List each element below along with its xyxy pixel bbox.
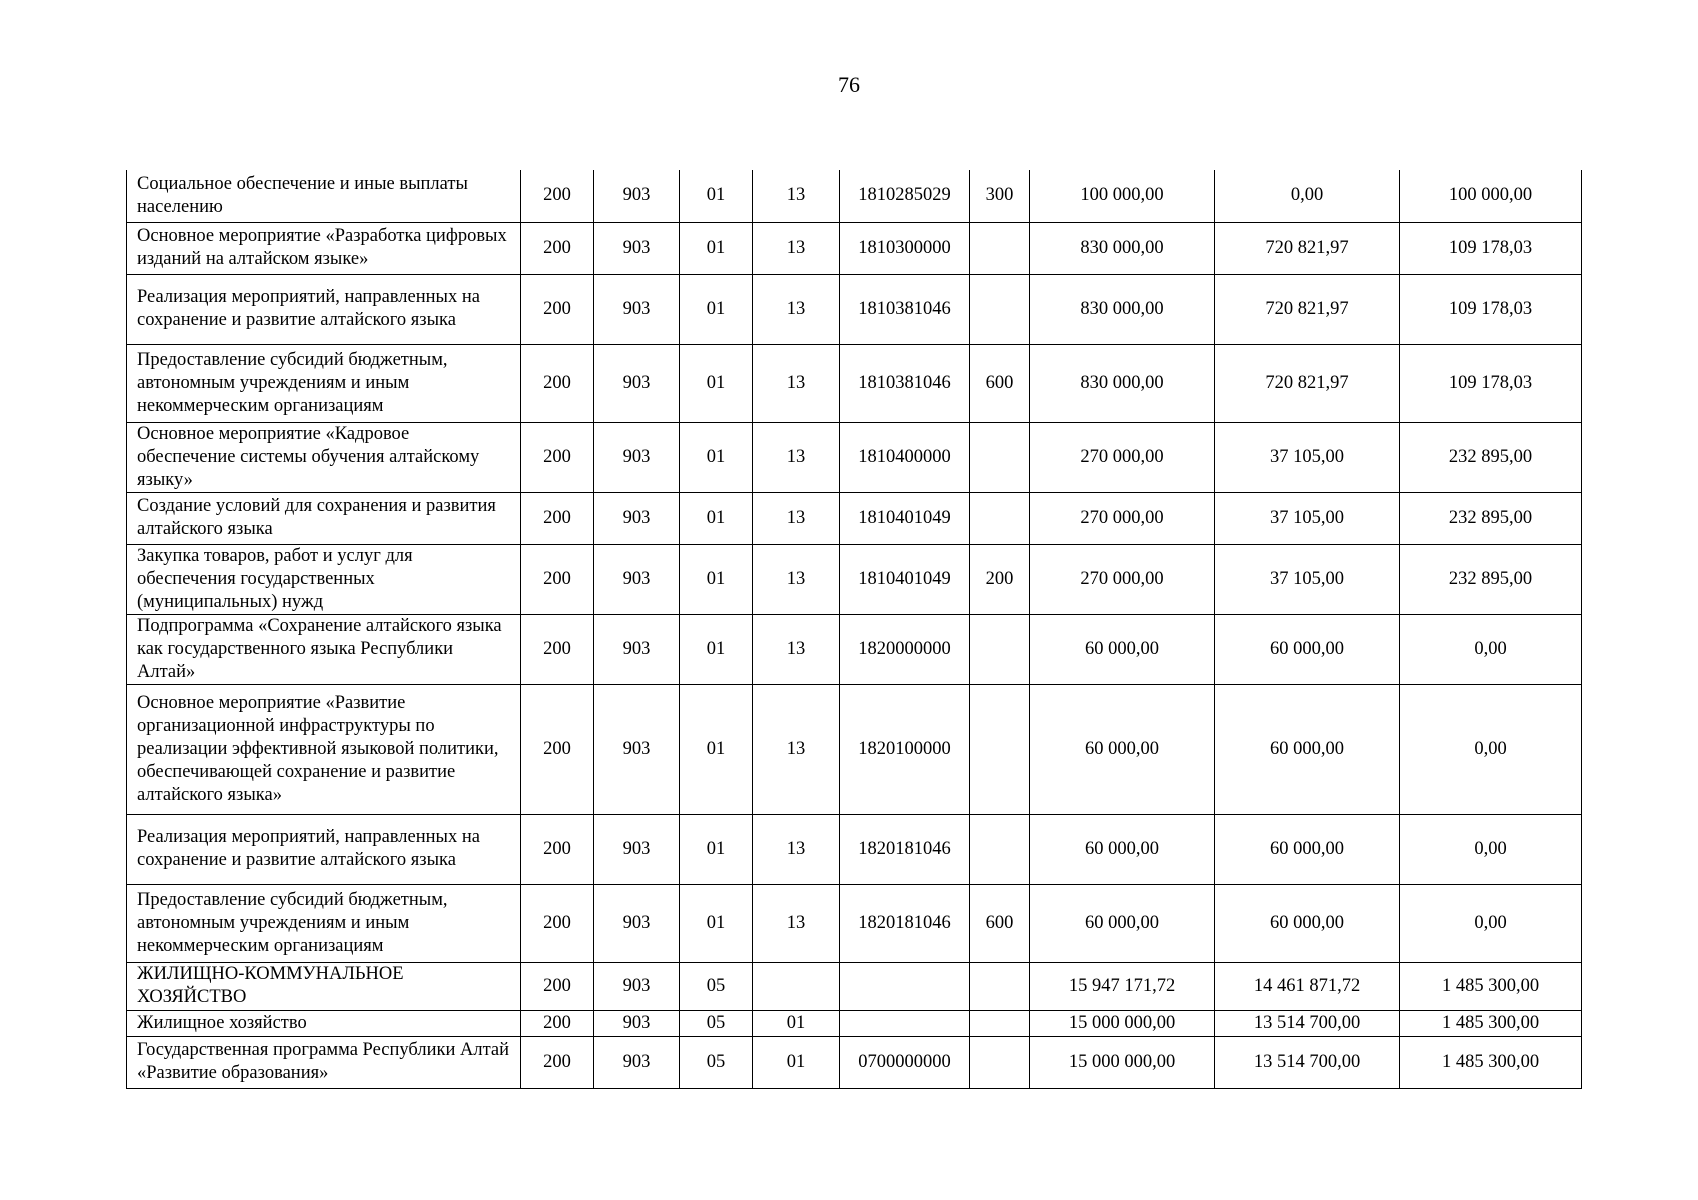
row-c3-cell: 01: [680, 344, 753, 422]
row-v1-cell: 60 000,00: [1030, 884, 1215, 962]
row-name-cell: Жилищное хозяйство: [127, 1010, 521, 1036]
table-row: [127, 684, 1582, 814]
row-c1-cell: 200: [521, 884, 594, 962]
row-c1-cell: 200: [521, 344, 594, 422]
row-v2-cell: 60 000,00: [1215, 614, 1400, 684]
row-v2-cell: 0,00: [1215, 170, 1400, 222]
row-c5-cell: 1810285029: [840, 170, 970, 222]
row-c5-cell: 1810401049: [840, 544, 970, 614]
row-c6-cell: [970, 1036, 1030, 1088]
row-c6-cell: 200: [970, 544, 1030, 614]
row-v2-cell: 37 105,00: [1215, 492, 1400, 544]
row-v2-cell: 37 105,00: [1215, 544, 1400, 614]
row-name-cell: Основное мероприятие «Разработка цифровых изданий на алтайском языке»: [127, 222, 521, 274]
row-c3-cell: 01: [680, 222, 753, 274]
row-c4-cell: 13: [753, 884, 840, 962]
row-v3-cell: 109 178,03: [1400, 222, 1582, 274]
row-c5-cell: [840, 1010, 970, 1036]
row-v3-cell: 109 178,03: [1400, 344, 1582, 422]
row-c4-cell: 13: [753, 274, 840, 344]
row-v3-cell: 0,00: [1400, 884, 1582, 962]
row-v3-cell: 0,00: [1400, 614, 1582, 684]
row-v3-cell: 0,00: [1400, 684, 1582, 814]
row-v1-cell: 830 000,00: [1030, 274, 1215, 344]
row-c6-cell: [970, 814, 1030, 884]
row-c2-cell: 903: [594, 884, 680, 962]
row-c4-cell: 13: [753, 222, 840, 274]
row-c5-cell: 1820100000: [840, 684, 970, 814]
table-row: [127, 422, 1582, 492]
row-name-cell: ЖИЛИЩНО-КОММУНАЛЬНОЕ ХОЗЯЙСТВО: [127, 962, 521, 1010]
row-c2-cell: 903: [594, 962, 680, 1010]
row-c1-cell: 200: [521, 684, 594, 814]
row-c6-cell: [970, 222, 1030, 274]
row-c3-cell: 01: [680, 170, 753, 222]
row-c6-cell: [970, 274, 1030, 344]
row-c1-cell: 200: [521, 170, 594, 222]
row-c2-cell: 903: [594, 1010, 680, 1036]
row-c5-cell: 1810381046: [840, 344, 970, 422]
row-c2-cell: 903: [594, 684, 680, 814]
row-c3-cell: 01: [680, 684, 753, 814]
row-name-cell: Подпрограмма «Сохранение алтайского языка как государственного языка Республики Алтай»: [127, 614, 521, 684]
row-name-cell: Реализация мероприятий, направленных на сохранение и развитие алтайского языка: [127, 814, 521, 884]
row-c4-cell: 13: [753, 614, 840, 684]
row-v2-cell: 60 000,00: [1215, 884, 1400, 962]
row-v1-cell: 60 000,00: [1030, 814, 1215, 884]
row-name-cell: Закупка товаров, работ и услуг для обеспечения государственных (муниципальных) нужд: [127, 544, 521, 614]
row-c3-cell: 01: [680, 614, 753, 684]
row-c2-cell: 903: [594, 544, 680, 614]
row-v2-cell: 37 105,00: [1215, 422, 1400, 492]
row-c2-cell: 903: [594, 222, 680, 274]
row-c1-cell: 200: [521, 274, 594, 344]
table-row: [127, 884, 1582, 962]
row-c6-cell: [970, 422, 1030, 492]
row-v3-cell: 1 485 300,00: [1400, 1036, 1582, 1088]
row-name-cell: Основное мероприятие «Кадровое обеспечение системы обучения алтайскому языку»: [127, 422, 521, 492]
row-c6-cell: [970, 1010, 1030, 1036]
row-c4-cell: 13: [753, 544, 840, 614]
row-v3-cell: 100 000,00: [1400, 170, 1582, 222]
page-number: 76: [838, 72, 860, 97]
row-name-cell: Государственная программа Республики Алтай «Развитие образования»: [127, 1036, 521, 1088]
row-c1-cell: 200: [521, 962, 594, 1010]
table-row: [127, 492, 1582, 544]
table-row: [127, 544, 1582, 614]
row-c4-cell: 01: [753, 1010, 840, 1036]
row-v2-cell: 60 000,00: [1215, 684, 1400, 814]
row-c4-cell: 13: [753, 492, 840, 544]
row-v3-cell: 0,00: [1400, 814, 1582, 884]
row-c4-cell: 13: [753, 422, 840, 492]
row-c3-cell: 01: [680, 422, 753, 492]
row-c4-cell: 13: [753, 684, 840, 814]
row-c5-cell: 0700000000: [840, 1036, 970, 1088]
row-c1-cell: 200: [521, 222, 594, 274]
row-c5-cell: 1810400000: [840, 422, 970, 492]
row-name-cell: Предоставление субсидий бюджетным, автономным учреждениям и иным некоммерческим организациям: [127, 344, 521, 422]
row-c5-cell: [840, 962, 970, 1010]
table-row: [127, 614, 1582, 684]
table-row: [127, 274, 1582, 344]
row-c1-cell: 200: [521, 814, 594, 884]
row-c5-cell: 1820181046: [840, 814, 970, 884]
row-c2-cell: 903: [594, 814, 680, 884]
row-v2-cell: 13 514 700,00: [1215, 1010, 1400, 1036]
budget-table: [126, 170, 1582, 1089]
row-c4-cell: [753, 962, 840, 1010]
table-row: [127, 962, 1582, 1010]
row-c4-cell: 01: [753, 1036, 840, 1088]
row-v1-cell: 270 000,00: [1030, 422, 1215, 492]
row-c3-cell: 01: [680, 814, 753, 884]
row-v2-cell: 720 821,97: [1215, 274, 1400, 344]
row-c6-cell: 600: [970, 344, 1030, 422]
row-c4-cell: 13: [753, 170, 840, 222]
row-c1-cell: 200: [521, 422, 594, 492]
row-c2-cell: 903: [594, 274, 680, 344]
row-v1-cell: 100 000,00: [1030, 170, 1215, 222]
row-c3-cell: 05: [680, 1036, 753, 1088]
row-c2-cell: 903: [594, 614, 680, 684]
table-row: [127, 1010, 1582, 1036]
row-v1-cell: 270 000,00: [1030, 492, 1215, 544]
table-body: [127, 170, 1582, 1088]
row-v1-cell: 270 000,00: [1030, 544, 1215, 614]
row-name-cell: Основное мероприятие «Развитие организационной инфраструктуры по реализации эффективной языковой политики, обеспечивающей сохранение и развитие алтайского языка»: [127, 684, 521, 814]
row-c3-cell: 05: [680, 962, 753, 1010]
row-c1-cell: 200: [521, 544, 594, 614]
row-c3-cell: 05: [680, 1010, 753, 1036]
row-v3-cell: 1 485 300,00: [1400, 1010, 1582, 1036]
row-v3-cell: 232 895,00: [1400, 492, 1582, 544]
row-v1-cell: 15 947 171,72: [1030, 962, 1215, 1010]
row-c5-cell: 1820181046: [840, 884, 970, 962]
row-c1-cell: 200: [521, 614, 594, 684]
row-c5-cell: 1810401049: [840, 492, 970, 544]
row-v1-cell: 830 000,00: [1030, 222, 1215, 274]
row-c1-cell: 200: [521, 1036, 594, 1088]
row-c2-cell: 903: [594, 422, 680, 492]
table-row: [127, 1036, 1582, 1088]
row-v2-cell: 14 461 871,72: [1215, 962, 1400, 1010]
row-c3-cell: 01: [680, 544, 753, 614]
table-row: [127, 170, 1582, 222]
row-c3-cell: 01: [680, 492, 753, 544]
row-c2-cell: 903: [594, 1036, 680, 1088]
table-row: [127, 814, 1582, 884]
row-c4-cell: 13: [753, 344, 840, 422]
row-c1-cell: 200: [521, 1010, 594, 1036]
row-c2-cell: 903: [594, 344, 680, 422]
row-v3-cell: 1 485 300,00: [1400, 962, 1582, 1010]
row-v3-cell: 232 895,00: [1400, 544, 1582, 614]
row-c5-cell: 1820000000: [840, 614, 970, 684]
row-v1-cell: 60 000,00: [1030, 684, 1215, 814]
row-v1-cell: 60 000,00: [1030, 614, 1215, 684]
table-row: [127, 344, 1582, 422]
row-c3-cell: 01: [680, 274, 753, 344]
row-c6-cell: [970, 614, 1030, 684]
row-c6-cell: 600: [970, 884, 1030, 962]
row-v1-cell: 830 000,00: [1030, 344, 1215, 422]
row-c2-cell: 903: [594, 492, 680, 544]
row-v2-cell: 720 821,97: [1215, 222, 1400, 274]
row-c5-cell: 1810381046: [840, 274, 970, 344]
row-c6-cell: [970, 962, 1030, 1010]
row-c6-cell: [970, 684, 1030, 814]
row-v3-cell: 109 178,03: [1400, 274, 1582, 344]
row-v1-cell: 15 000 000,00: [1030, 1036, 1215, 1088]
row-v3-cell: 232 895,00: [1400, 422, 1582, 492]
row-c3-cell: 01: [680, 884, 753, 962]
row-name-cell: Социальное обеспечение и иные выплаты населению: [127, 170, 521, 222]
row-c6-cell: [970, 492, 1030, 544]
table-row: [127, 222, 1582, 274]
row-v2-cell: 720 821,97: [1215, 344, 1400, 422]
row-name-cell: Предоставление субсидий бюджетным, автономным учреждениям и иным некоммерческим организациям: [127, 884, 521, 962]
row-name-cell: Реализация мероприятий, направленных на сохранение и развитие алтайского языка: [127, 274, 521, 344]
row-c5-cell: 1810300000: [840, 222, 970, 274]
row-c2-cell: 903: [594, 170, 680, 222]
row-name-cell: Создание условий для сохранения и развития алтайского языка: [127, 492, 521, 544]
row-v2-cell: 13 514 700,00: [1215, 1036, 1400, 1088]
row-c6-cell: 300: [970, 170, 1030, 222]
row-c1-cell: 200: [521, 492, 594, 544]
row-c4-cell: 13: [753, 814, 840, 884]
row-v1-cell: 15 000 000,00: [1030, 1010, 1215, 1036]
row-v2-cell: 60 000,00: [1215, 814, 1400, 884]
